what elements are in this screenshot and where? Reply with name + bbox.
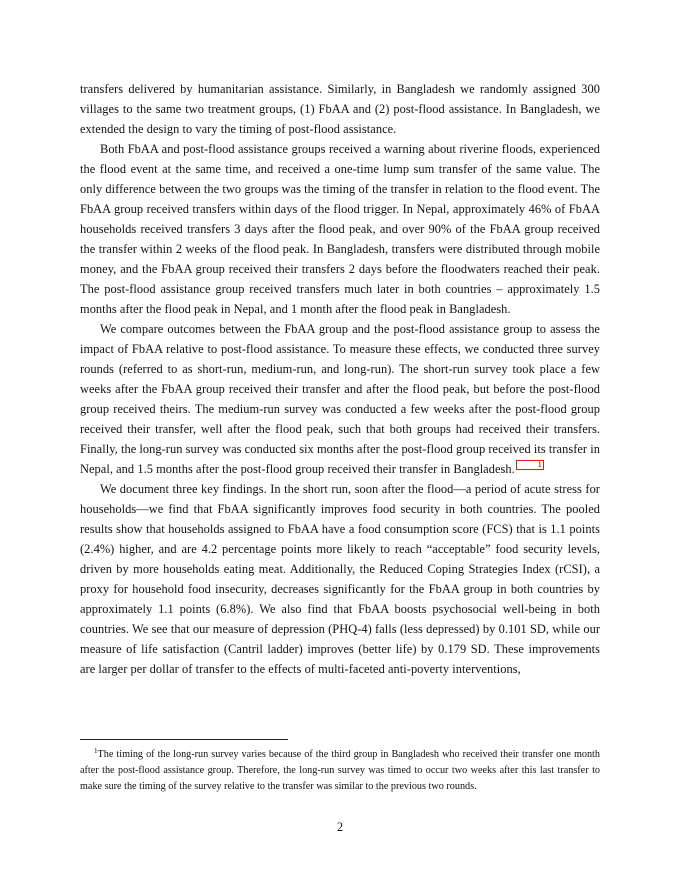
paragraph-3 — [80, 319, 600, 479]
paragraph-3-text: We compare outcomes between the FbAA group and the post-flood assistance group to assess the impact of FbAA relative to post-flood assistance. To measure these effects, we conducted three survey rounds (referred to as short-run, medium-run, and long-run). The short-run survey took place a few weeks after the FbAA group received their transfer and after the flood peak, but before the post-flood group received theirs. The medium-run survey was conducted a few weeks after the post-flood group received their transfer, well after the flood peak, such that both groups had received their transfers. Finally, the long-run survey was conducted six months after the post-flood group received its transfer in Nepal, and 1.5 months after the post-flood group received their transfer in Bangladesh. — [80, 322, 600, 476]
footnote-divider — [80, 739, 288, 740]
footnote — [80, 743, 600, 795]
page-number: 2 — [336, 820, 344, 834]
footnote-text: The timing of the long-run survey varies because of the third group in Bangladesh who received their transfer one month after the post-flood assistance group. Therefore, the long-run survey was timed to occur two weeks after this last transfer to make sure the timing of the survey relative to the transfer was similar to the previous two rounds. — [80, 749, 600, 792]
paragraph-1: transfers delivered by humanitarian assistance. Similarly, in Bangladesh we randomly assigned 300 villages to the same two treatment groups, (1) FbAA and (2) post-flood assistance. In Bangladesh, we extended the design to vary the timing of post-flood assistance. — [80, 82, 600, 136]
footnote-mark: 1 — [94, 747, 98, 755]
paragraph-4: We document three key findings. In the short run, soon after the flood—a period of acute stress for households—we find that FbAA significantly improves food security in both countries. The pooled results show that households assigned to FbAA have a food consumption score (FCS) that is 1.1 points (2.4%) higher, and are 4.2 percentage points more likely to reach “acceptable” food security levels, driven by more households eating meat. Additionally, the Reduced Coping Strategies Index (rCSI), a proxy for household food insecurity, decreases significantly for the FbAA group in both countries by approximately 1.1 points (6.8%). We also find that FbAA boosts psychosocial well-being in both countries. We see that our measure of depression (PHQ-4) falls (less depressed) by 0.101 SD, while our measure of life satisfaction (Cantril ladder) improves (better life) by 0.179 SD. These improvements are larger per dollar of transfer to the effects of multi-faceted anti-poverty interventions, — [80, 482, 600, 676]
main-text — [80, 79, 600, 679]
footnote-link[interactable]: 1 — [516, 460, 544, 470]
paragraph-2: Both FbAA and post-flood assistance groups received a warning about riverine floods, experienced the flood event at the same time, and received a one-time lump sum transfer of the same value. The only difference between the two groups was the timing of the transfer in relation to the flood event. The FbAA group received transfers within days of the flood trigger. In Nepal, approximately 46% of FbAA households received transfers 3 days after the flood peak, and over 90% of the FbAA group received the transfer within 2 weeks of the flood peak. In Bangladesh, transfers were distributed through mobile money, and the FbAA group received their transfers 2 days before the floodwaters reached their peak. The post-flood assistance group received transfers much later in both countries – approximately 1.5 months after the flood peak in Nepal, and 1 month after the flood peak in Bangladesh. — [80, 142, 600, 316]
